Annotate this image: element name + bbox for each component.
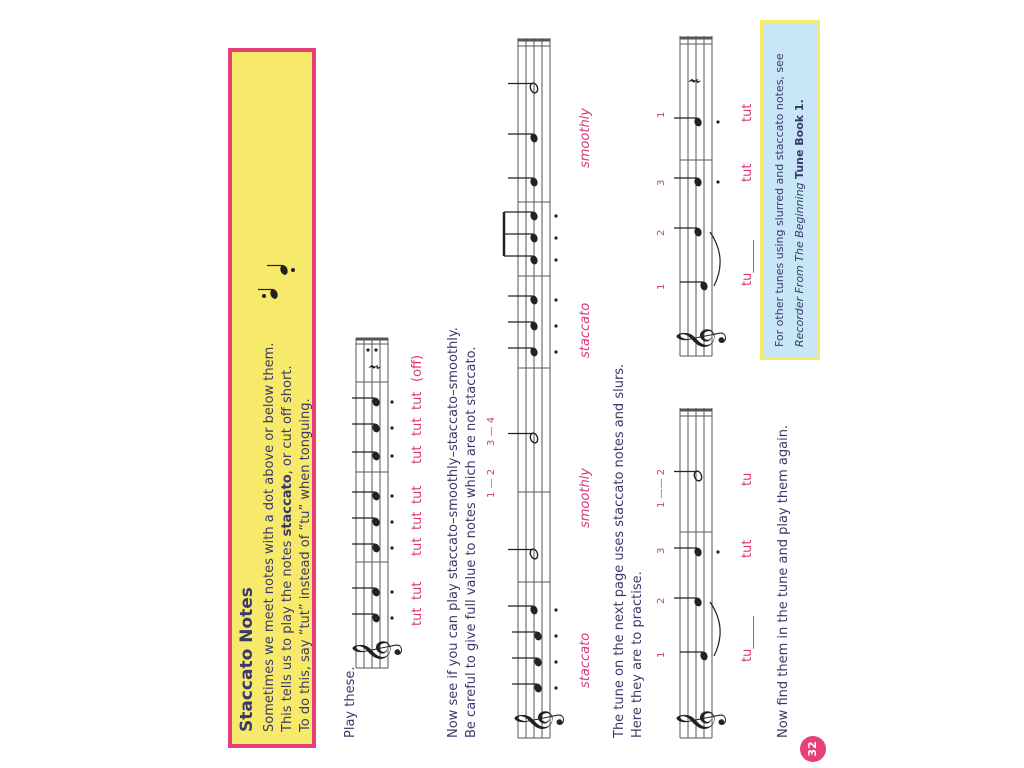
- fingering-num: 1: [656, 283, 667, 290]
- heading-line-2-bold: staccato: [280, 474, 295, 537]
- quarter-note-icon: [352, 587, 394, 598]
- info-line-2: [793, 99, 806, 347]
- quarter-rest-icon: 𝄽: [683, 77, 707, 84]
- syllable: tut: [410, 485, 425, 504]
- quarter-note-icon: [508, 177, 539, 188]
- fingering-num: 3: [656, 547, 667, 554]
- syllable: (off): [410, 354, 425, 382]
- fingering-num: 1 —— 2: [656, 468, 667, 508]
- quarter-note-icon: [512, 631, 558, 642]
- quarter-note-icon: [352, 423, 394, 434]
- fingering-num: 1: [656, 111, 667, 118]
- label-staccato-1: staccato: [578, 632, 593, 688]
- treble-clef-icon: 𝄞: [675, 709, 724, 734]
- staccato-example-icon: [258, 244, 298, 304]
- label-smoothly-1: smoothly: [578, 468, 593, 528]
- heading-line-2: [280, 365, 295, 732]
- fingering-a: 1 — 2: [486, 468, 497, 498]
- syllable: tut: [410, 581, 425, 600]
- footer-text: Now find them in the tune and play them again.: [776, 424, 791, 738]
- heading-line-1: Sometimes we meet notes with a dot above or below them.: [262, 342, 277, 732]
- syllable: tu_____: [740, 240, 755, 286]
- info-tune-book: Tune Book 1.: [793, 99, 806, 179]
- heading-line-2-pre: This tells us to play the notes: [280, 536, 295, 732]
- exercise-3-line-2: Here they are to practise.: [630, 571, 645, 738]
- quarter-note-icon: [680, 651, 709, 662]
- syllable: tut: [410, 607, 425, 626]
- quarter-note-icon: [508, 133, 539, 144]
- fingering-b: 3 — 4: [486, 416, 497, 446]
- syllable: tu: [740, 472, 755, 486]
- syllable: tut: [410, 511, 425, 530]
- quarter-note-icon: [352, 613, 394, 624]
- syllable: tut: [740, 163, 755, 182]
- exercise-3-line-1: The tune on the next page uses staccato notes and slurs.: [612, 363, 627, 738]
- staff-exercise-3-right: [670, 36, 734, 356]
- fingering-num: 3: [656, 179, 667, 186]
- staff-exercise-2: [504, 38, 574, 738]
- heading-line-3: To do this, say “tut” instead of “tu” when tonguing.: [298, 398, 313, 732]
- fingering-num: 2: [656, 229, 667, 236]
- syllable: tut: [410, 537, 425, 556]
- quarter-note-icon: [352, 397, 394, 408]
- quarter-note-icon: [352, 451, 394, 462]
- syllable: tu_____: [740, 616, 755, 662]
- syllable: tut: [740, 539, 755, 558]
- quarter-note-icon: [352, 543, 394, 554]
- syllable: tut: [410, 391, 425, 410]
- quarter-note-icon: [674, 177, 720, 188]
- quarter-note-icon: [352, 517, 394, 528]
- fingering-num: 1: [656, 651, 667, 658]
- heading-title: Staccato Notes: [237, 587, 257, 732]
- page-number-badge: 32: [800, 736, 826, 762]
- quarter-note-icon: [352, 491, 394, 502]
- info-box: [760, 20, 820, 360]
- quarter-note-icon: [674, 547, 720, 558]
- info-line-1: For other tunes using slurred and staccato notes, see: [773, 53, 786, 347]
- staff-exercise-3-left: [670, 408, 734, 738]
- treble-clef-icon: 𝄞: [513, 709, 562, 734]
- treble-clef-icon: 𝄞: [351, 639, 400, 664]
- label-staccato-2: staccato: [578, 302, 593, 358]
- exercise-1-instruction: Play these.: [343, 666, 358, 738]
- quarter-rest-icon: 𝄽: [363, 363, 387, 370]
- staff-exercise-1: [348, 338, 408, 668]
- syllable: tut: [410, 417, 425, 436]
- exercise-1-syllables: [410, 326, 430, 626]
- treble-clef-icon: 𝄞: [675, 327, 724, 352]
- exercise-2-line-2: Be careful to give full value to notes which are not staccato.: [464, 346, 479, 738]
- info-book-title: Recorder From The Beginning: [793, 182, 806, 347]
- heading-line-2-post: , or cut off short.: [280, 365, 295, 475]
- quarter-note-icon: [674, 117, 720, 128]
- book-page: [128, 0, 896, 768]
- syllable: tut: [410, 445, 425, 464]
- label-smoothly-2: smoothly: [578, 108, 593, 168]
- syllable: tut: [740, 103, 755, 122]
- quarter-note-icon: [512, 657, 558, 668]
- exercise-2-line-1: Now see if you can play staccato–smoothly–staccato–smoothly.: [446, 327, 461, 738]
- fingering-num: 2: [656, 597, 667, 604]
- heading-box: [228, 48, 316, 748]
- quarter-note-icon: [680, 281, 709, 292]
- quarter-note-icon: [512, 683, 558, 694]
